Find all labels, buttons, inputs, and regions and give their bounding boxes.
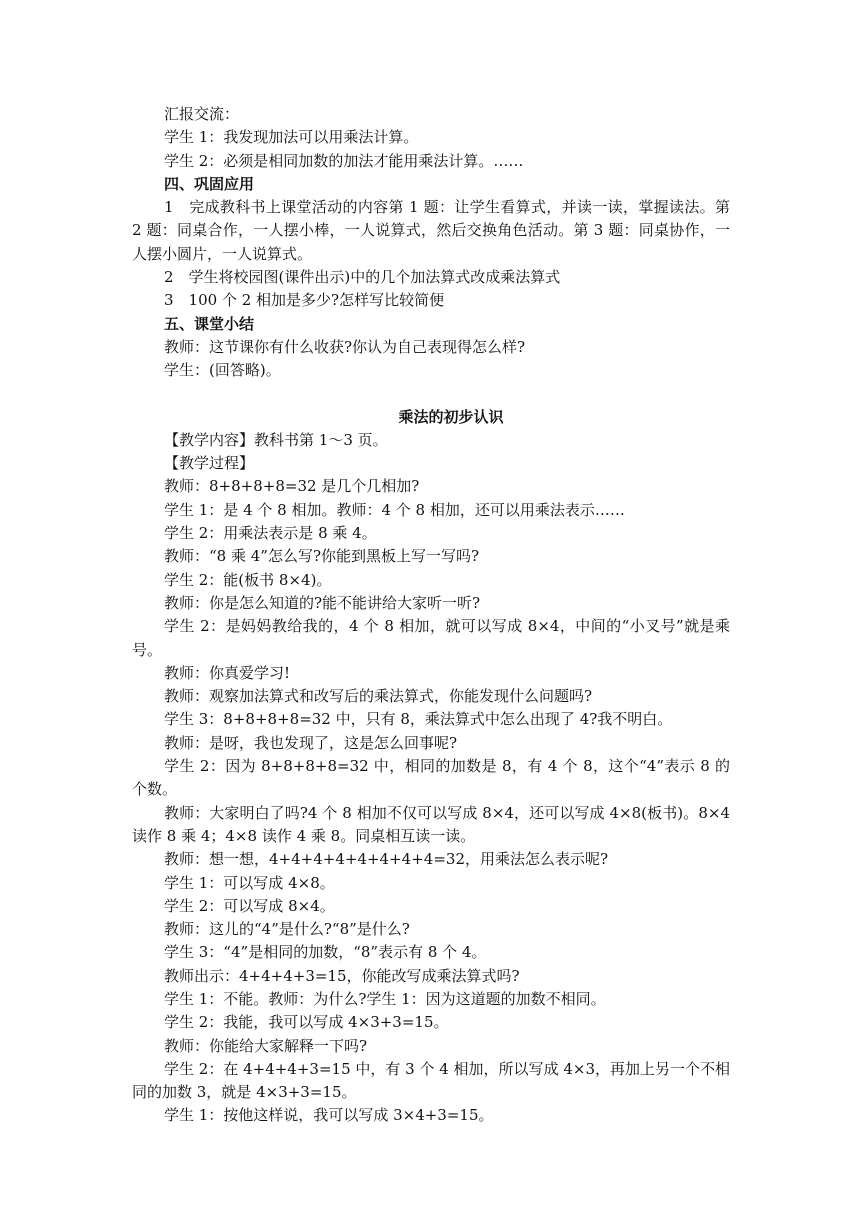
paragraph: 【教学过程】 [164, 454, 255, 473]
paragraph: 学生 1：是 4 个 8 相加。教师：4 个 8 相加，还可以用乘法表示…… [164, 500, 625, 519]
paragraph: 学生 1：按他这样说，我可以写成 3×4+3=15。 [164, 1106, 494, 1125]
paragraph: 学生 2：在 4+4+4+3=15 中，有 3 个 4 相加，所以写成 4×3，再加上另一个不相同的加数 3，就是 4×3+3=15。 [132, 1059, 730, 1102]
paragraph: 1 完成教科书上课堂活动的内容第 1 题：让学生看算式，并读一读，掌握读法。第 2 题：同桌合作，一人摆小棒，一人说算式，然后交换角色活动。第 3 题：同桌协作，一人摆小圆片，一人说算式。 [132, 198, 730, 263]
paragraph: 学生 2：可以写成 8×4。 [164, 896, 335, 915]
paragraph: 教师：想一想，4+4+4+4+4+4+4+4=32，用乘法怎么表示呢? [164, 850, 609, 869]
paragraph: 学生 2：用乘法表示是 8 乘 4。 [164, 524, 377, 543]
paragraph: 3 100 个 2 相加是多少?怎样写比较简便 [164, 291, 445, 310]
paragraph: 教师：大家明白了吗?4 个 8 相加不仅可以写成 8×4，还可以写成 4×8(板书)。8×4 读作 8 乘 4；4×8 读作 4 乘 8。同桌相互读一读。 [132, 803, 730, 845]
paragraph: 教师：是呀，我也发现了，这是怎么回事呢? [164, 733, 458, 752]
paragraph: 教师：你真爱学习! [164, 663, 291, 682]
paragraph: 学生 1：不能。教师：为什么?学生 1：因为这道题的加数不相同。 [164, 989, 606, 1008]
document-body [132, 103, 730, 1128]
paragraph: 【教学内容】教科书第 1～3 页。 [164, 430, 388, 449]
paragraph: 学生 3：8+8+8+8=32 中，只有 8，乘法算式中怎么出现了 4?我不明白。 [164, 710, 673, 729]
section-heading: 五、课堂小结 [164, 314, 255, 333]
paragraph: 学生：(回答略)。 [164, 361, 281, 380]
paragraph: 学生 2：是妈妈教给我的，4 个 8 相加，就可以写成 8×4，中间的“小叉号”就是乘号。 [132, 617, 730, 659]
paragraph: 学生 2：能(板书 8×4)。 [164, 570, 332, 589]
paragraph: 教师：这节课你有什么收获?你认为自己表现得怎么样? [164, 337, 526, 356]
blank-line [132, 383, 730, 406]
paragraph: 教师：这儿的“4”是什么?“8”是什么? [164, 920, 410, 939]
paragraph: 学生 3：“4”是相同的加数，“8”表示有 8 个 4。 [164, 943, 487, 962]
section-heading: 四、巩固应用 [164, 174, 255, 193]
paragraph: 学生 1：可以写成 4×8。 [164, 873, 335, 892]
paragraph: 教师：你是怎么知道的?能不能讲给大家听一听? [164, 593, 481, 612]
lesson-title: 乘法的初步认识 [398, 407, 504, 426]
paragraph: 学生 2：必须是相同加数的加法才能用乘法计算。…… [164, 151, 524, 170]
paragraph: 教师：8+8+8+8=32 是几个几相加? [164, 477, 420, 496]
paragraph: 教师：观察加法算式和改写后的乘法算式，你能发现什么问题吗? [164, 687, 593, 706]
paragraph: 教师出示：4+4+4+3=15，你能改写成乘法算式吗? [164, 966, 520, 985]
paragraph: 汇报交流： [164, 105, 240, 123]
paragraph: 学生 1：我发现加法可以用乘法计算。 [164, 128, 419, 147]
paragraph: 教师：“8 乘 4”怎么写?你能到黑板上写一写吗? [164, 547, 480, 566]
paragraph: 学生 2：我能，我可以写成 4×3+3=15。 [164, 1013, 449, 1032]
paragraph: 2 学生将校园图(课件出示)中的几个加法算式改成乘法算式 [164, 268, 561, 287]
paragraph: 学生 2：因为 8+8+8+8=32 中，相同的加数是 8，有 4 个 8，这个“4”表示 8 的个数。 [132, 757, 730, 799]
paragraph: 教师：你能给大家解释一下吗? [164, 1036, 368, 1055]
